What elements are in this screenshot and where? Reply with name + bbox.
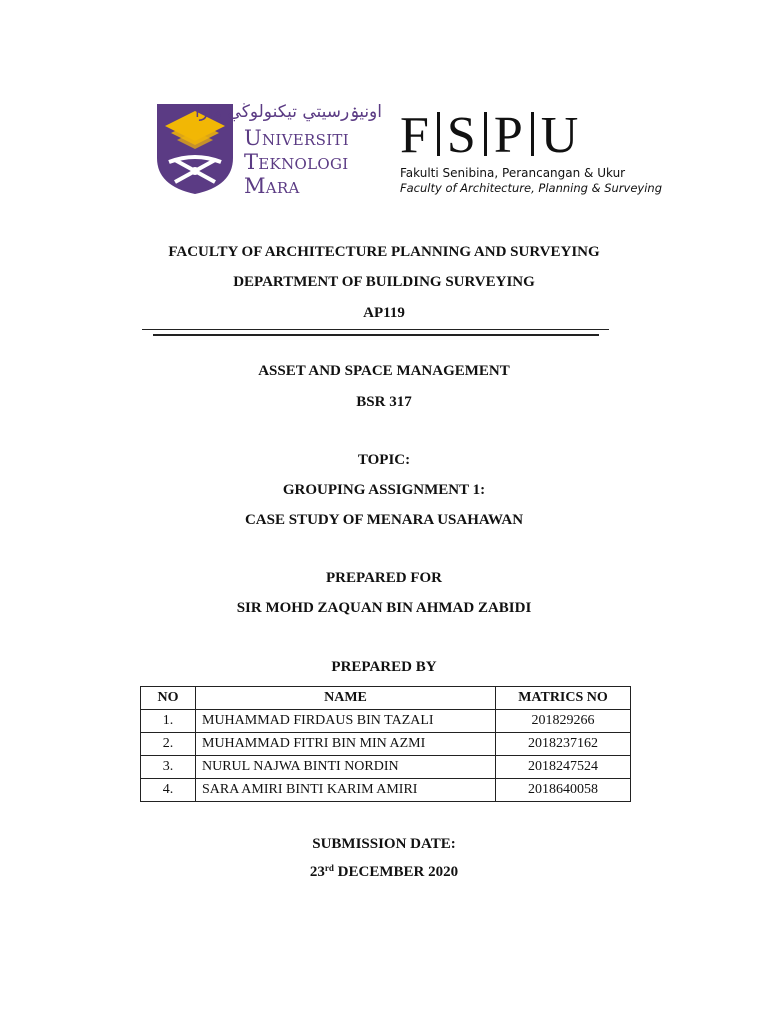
topic-line-1: GROUPING ASSIGNMENT 1:	[282, 482, 486, 498]
member-matric-no: 201829266	[496, 710, 631, 733]
fspu-logo	[400, 108, 579, 164]
table-row	[141, 756, 631, 779]
submission-day: 23	[309, 864, 325, 880]
column-header-matrics-no: MATRICS NO	[496, 687, 631, 710]
document-header	[150, 98, 663, 198]
member-no: 1.	[141, 710, 196, 733]
member-no: 3.	[141, 756, 196, 779]
fspu-letter-p: P	[493, 107, 524, 164]
member-name: MUHAMMAD FITRI BIN MIN AZMI	[196, 733, 496, 756]
submission-month-year: DECEMBER 2020	[337, 864, 459, 880]
column-header-no: NO	[141, 687, 196, 710]
divider-rule-top	[142, 329, 609, 330]
divider-rule-bottom	[153, 334, 599, 336]
table-row	[141, 733, 631, 756]
member-matric-no: 2018640058	[496, 779, 631, 802]
fspu-letter-s: S	[446, 107, 477, 164]
programme-code: AP119	[363, 305, 405, 321]
fspu-malay-name: Fakulti Senibina, Perancangan & Ukur	[400, 166, 626, 180]
prepared-for-label: PREPARED FOR	[326, 570, 442, 586]
department-heading: DEPARTMENT OF BUILDING SURVEYING	[233, 274, 535, 290]
member-no: 2.	[141, 733, 196, 756]
table-row	[141, 779, 631, 802]
fspu-letter-u: U	[540, 107, 580, 164]
uitm-line-universiti: Universiti	[244, 126, 349, 150]
submission-day-suffix: rd	[324, 863, 334, 873]
submission-date	[0, 863, 768, 881]
topic-line-2: CASE STUDY OF MENARA USAHAWAN	[244, 512, 524, 528]
submission-date-label: SUBMISSION DATE:	[312, 836, 456, 852]
fspu-separator	[531, 112, 534, 156]
fspu-separator	[484, 112, 487, 156]
course-name: ASSET AND SPACE MANAGEMENT	[258, 363, 510, 379]
uitm-line-teknologi: Teknologi	[244, 150, 349, 174]
uitm-line-mara: Mara	[244, 174, 300, 198]
lecturer-name: SIR MOHD ZAQUAN BIN AHMAD ZABIDI	[236, 600, 532, 616]
faculty-heading: FACULTY OF ARCHITECTURE PLANNING AND SURVEYING	[168, 244, 600, 260]
member-name: SARA AMIRI BINTI KARIM AMIRI	[196, 779, 496, 802]
member-matric-no: 2018247524	[496, 756, 631, 779]
group-members-table	[140, 686, 631, 802]
member-matric-no: 2018237162	[496, 733, 631, 756]
member-name: NURUL NAJWA BINTI NORDIN	[196, 756, 496, 779]
member-name: MUHAMMAD FIRDAUS BIN TAZALI	[196, 710, 496, 733]
table-row	[141, 710, 631, 733]
topic-label: TOPIC:	[357, 452, 411, 468]
fspu-letter-f: F	[400, 107, 430, 164]
prepared-by-label: PREPARED BY	[331, 659, 437, 675]
fspu-english-name: Faculty of Architecture, Planning & Surveying	[400, 181, 663, 195]
member-no: 4.	[141, 779, 196, 802]
uitm-jawi-wordmark: اونيۏرسيتي تيكنولوڬي مارا	[194, 102, 382, 122]
column-header-name: NAME	[196, 687, 496, 710]
table-header-row	[141, 687, 631, 710]
fspu-separator	[437, 112, 440, 156]
course-code: BSR 317	[356, 394, 412, 410]
uitm-wordmark	[244, 126, 349, 198]
